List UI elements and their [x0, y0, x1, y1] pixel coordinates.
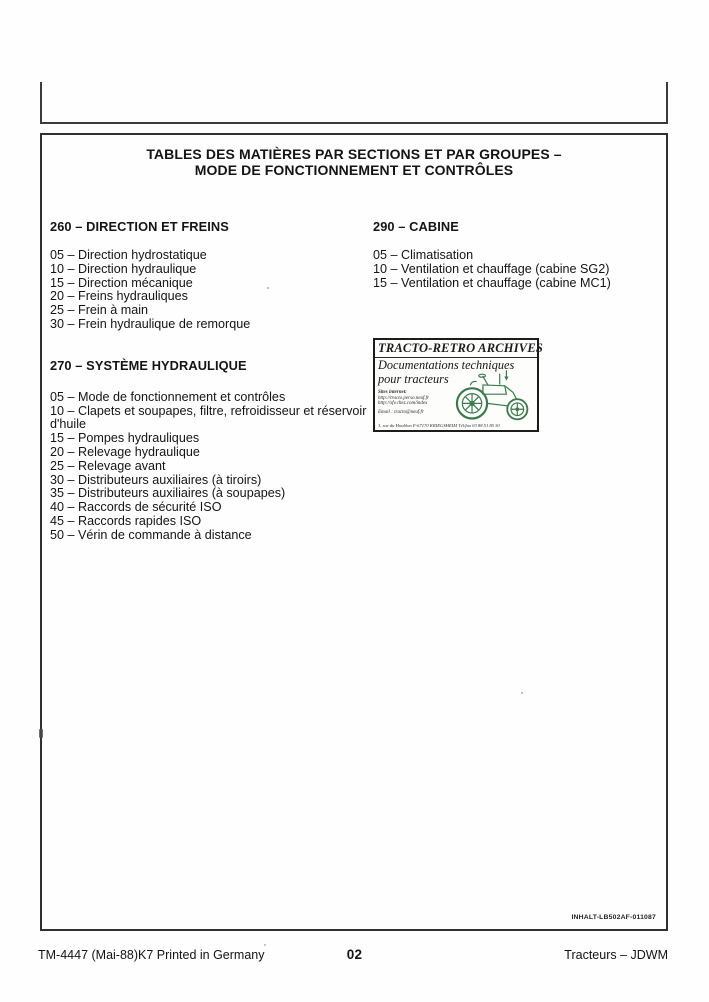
- stamp-subtitle-line1: Documentations techniques: [378, 358, 515, 372]
- toc-item: 45 – Raccords rapides ISO: [50, 513, 202, 528]
- section-heading-260: 260 – DIRECTION ET FREINS: [50, 219, 229, 234]
- toc-item: 10 – Direction hydraulique: [50, 261, 197, 276]
- toc-item: 05 – Direction hydrostatique: [50, 248, 207, 262]
- toc-item: 25 – Relevage avant: [50, 458, 166, 473]
- section-290-items: [373, 249, 657, 290]
- footer-manual-name: Tracteurs – JDWM: [564, 948, 668, 962]
- scan-speck: [267, 287, 269, 289]
- stamp-contact-block: [375, 385, 456, 415]
- tracto-retro-archive-stamp: [373, 338, 544, 432]
- stamp-sites-label: Sites internet:: [378, 390, 407, 396]
- toc-item: 05 – Mode de fonctionnement et contrôles: [50, 389, 286, 404]
- toc-item: 40 – Raccords de sécurité ISO: [50, 500, 222, 515]
- toc-item: 50 – Vérin de commande à distance: [50, 527, 252, 542]
- toc-item: 05 – Climatisation: [373, 248, 474, 262]
- section-heading-290: 290 – CABINE: [373, 219, 459, 234]
- toc-column-left: [50, 219, 372, 543]
- stamp-title: TRACTO-RETRO ARCHIVES: [375, 340, 537, 358]
- toc-item: 15 – Ventilation et chauffage (cabine MC1): [373, 275, 611, 290]
- toc-item: 25 – Frein à main: [50, 303, 149, 318]
- stamp-address: 3, rue du Houblon F-67170 KRIEGSHEIM Tél/fax 03 88 51 85 30: [378, 423, 500, 428]
- footer-document-number: TM-4447 (Mai-88)K7 Printed in Germany: [38, 948, 265, 962]
- toc-item: 30 – Frein hydraulique de remorque: [50, 316, 251, 331]
- vintage-tractor-icon: [450, 369, 536, 421]
- stamp-email: Email : tracto@neuf.fr: [378, 409, 424, 415]
- toc-item: 15 – Direction mécanique: [50, 275, 193, 290]
- stamp-url-1: http://tracto.perso.neuf.fr: [378, 395, 429, 401]
- stamp-url-2: http://sfv.chez.com/index: [378, 401, 428, 407]
- scan-speck: [521, 692, 523, 694]
- scan-speck: [39, 729, 43, 738]
- content-frame: [40, 133, 668, 931]
- document-ref-code: INHALT-LB502AF-011087: [571, 914, 656, 921]
- page-title-line2: MODE DE FONCTIONNEMENT ET CONTRÔLES: [194, 162, 514, 178]
- scan-speck: [264, 944, 266, 946]
- page-title-line1: TABLES DES MATIÈRES PAR SECTIONS ET PAR GROUPES –: [146, 146, 562, 162]
- stamp-subtitle-line2: pour tracteurs: [378, 371, 449, 386]
- toc-column-right: [373, 219, 657, 290]
- toc-item: 35 – Distributeurs auxiliaires (à soupapes): [50, 486, 286, 501]
- toc-item: 10 – Ventilation et chauffage (cabine SG2): [373, 261, 610, 276]
- page-number: 02: [346, 947, 363, 962]
- section-260-items: [50, 249, 372, 332]
- toc-item: 20 – Freins hydrauliques: [50, 289, 188, 304]
- previous-page-frame-remnant: [40, 82, 668, 124]
- page-title: [42, 146, 666, 178]
- toc-item: 20 – Relevage hydraulique: [50, 444, 200, 459]
- section-270-items: [50, 391, 372, 543]
- toc-item: 30 – Distributeurs auxiliaires (à tiroirs): [50, 472, 262, 487]
- toc-item: 15 – Pompes hydrauliques: [50, 431, 200, 446]
- section-heading-270: 270 – SYSTÈME HYDRAULIQUE: [50, 357, 247, 373]
- toc-item: 10 – Clapets et soupapes, filtre, refroidisseur et réservoir d'huile: [50, 403, 367, 432]
